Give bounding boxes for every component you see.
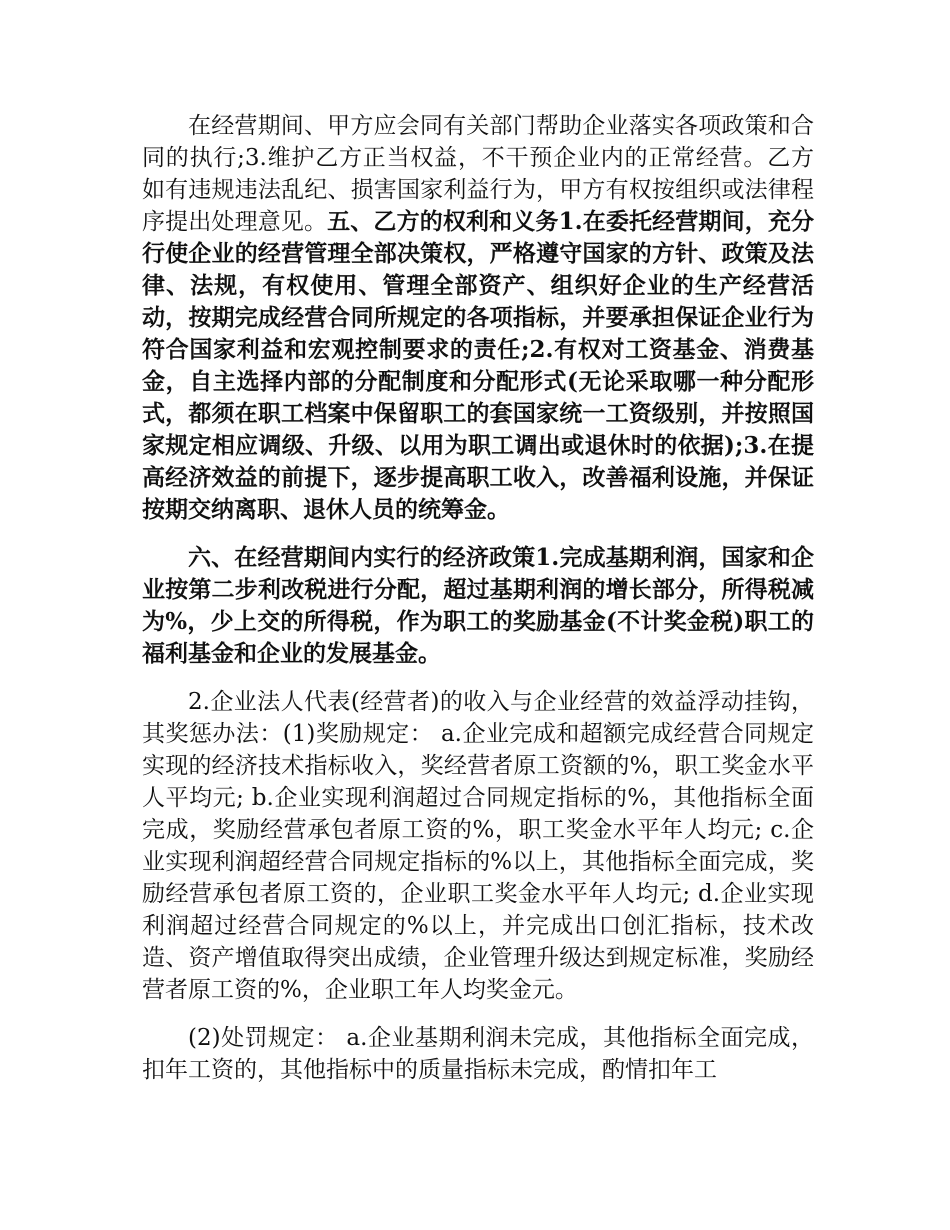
paragraph-1 bbox=[142, 110, 814, 526]
paragraph-4 bbox=[142, 1022, 814, 1086]
penalty-rules-text: (2)处罚规定： a.企业基期利润未完成，其他指标全面完成，扣年工资的，其他指标中的质量指标未完成，酌情扣年工 bbox=[142, 1025, 814, 1083]
document-page bbox=[142, 110, 814, 1102]
paragraph-3 bbox=[142, 686, 814, 1006]
paragraph-2 bbox=[142, 542, 814, 670]
section-5-heading-text: 五、乙方的权利和义务1.在委托经营期间，充分行使企业的经营管理全部决策权，严格遵守国家的方针、政策及法律、法规，有权使用、管理全部资产、组织好企业的生产经营活动，按期完成经营合同所规定的各项指标，并要承担保证企业行为符合国家利益和宏观控制要求的责任;2.有权对工资基金、消费基金，自主选择内部的分配制度和分配形式(无论采取哪一种分配形式，都须在职工档案中保留职工的套国家统一工资级别，并按照国家规定相应调级、升级、以用为职工调出或退休时的依据);3.在提高经济效益的前提下，逐步提高职工收入，改善福利设施，并保证按期交纳离职、退休人员的统筹金。 bbox=[142, 208, 814, 523]
reward-rules-text: 2.企业法人代表(经营者)的收入与企业经营的效益浮动挂钩，其奖惩办法：(1)奖励规定： a.企业完成和超额完成经营合同规定实现的经济技术指标收入，奖经营者原工资额的%，职工奖金水平人平均元; b.企业实现利润超过合同规定指标的%，其他指标全面完成，奖励经营承包者原工资的%，职工奖金水平年人均元; c.企业实现利润超经营合同规定指标的%以上，其他指标全面完成，奖励经营承包者原工资的，企业职工奖金水平年人均元; d.企业实现利润超过经营合同规定的%以上，并完成出口创汇指标，技术改造、资产增值取得突出成绩，企业管理升级达到规定标准，奖励经营者原工资的%，企业职工年人均奖金元。 bbox=[142, 689, 814, 1003]
paragraph-1-text: 在经营期间、甲方应会同有关部门帮助企业落实各项政策和合同的执行;3.维护乙方正当权益，不干预企业内的正常经营。乙方如有违规违法乱纪、损害国家利益行为，甲方有权按组织或法律程序提出处理意见。 bbox=[142, 113, 814, 235]
section-6-heading-text: 六、在经营期间内实行的经济政策1.完成基期利润，国家和企业按第二步利改税进行分配，超过基期利润的增长部分，所得税减为%，少上交的所得税，作为职工的奖励基金(不计奖金税)职工的福利基金和企业的发展基金。 bbox=[142, 544, 814, 667]
